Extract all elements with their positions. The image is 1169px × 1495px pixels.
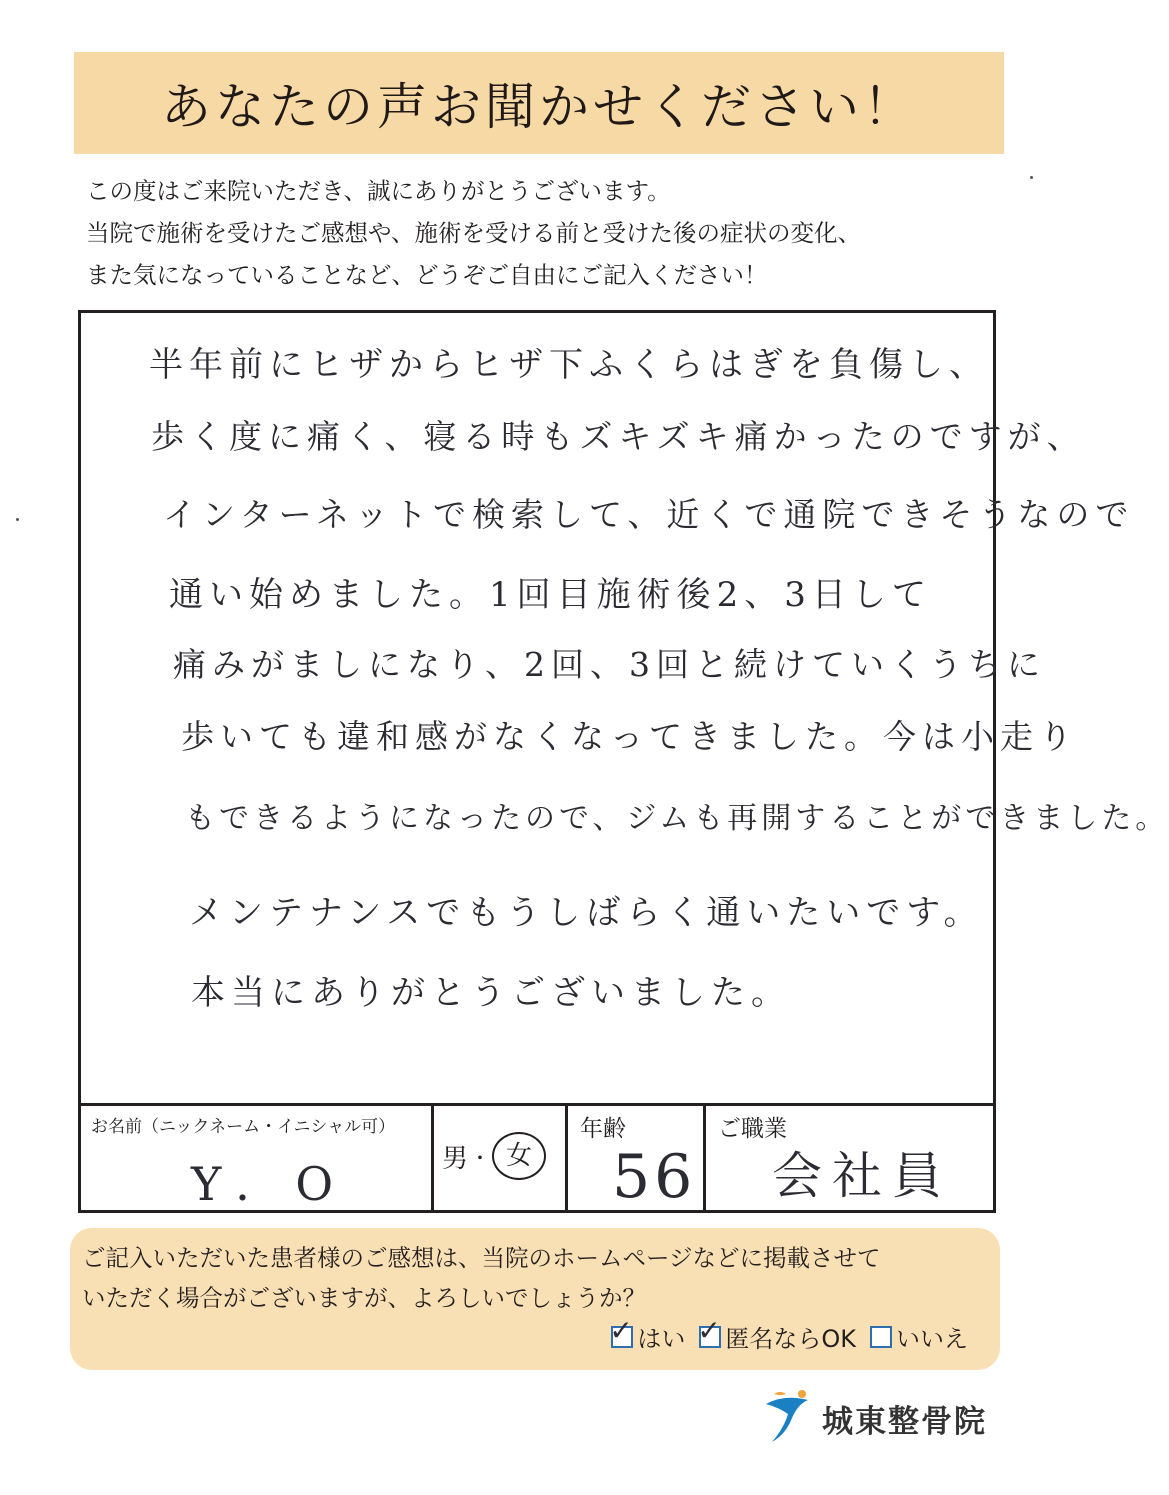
gender-separator: ・ — [470, 1145, 491, 1170]
name-value: Y．O — [191, 1157, 348, 1211]
message-line: 半年前にヒザからヒザ下ふくらはぎを負傷し、 — [149, 345, 989, 385]
clinic-logo-icon — [758, 1388, 818, 1448]
intro-text — [86, 170, 986, 296]
no-label: いいえ — [896, 1325, 968, 1353]
yes-label: はい — [637, 1325, 686, 1353]
occupation-label: ご職業 — [718, 1116, 787, 1142]
anonymous-checkbox[interactable] — [697, 1313, 721, 1348]
occupation-value: 会社員 — [772, 1147, 952, 1205]
message-line: 歩いても違和感がなくなってきました。今は小走り — [181, 717, 1078, 756]
gender-options — [442, 1132, 546, 1180]
consent-line: ご記入いただいた患者様のご感想は、当院のホームページなどに掲載させて — [82, 1244, 881, 1272]
name-label: お名前（ニックネーム・イニシャル可） — [91, 1117, 396, 1137]
clinic-name: 城東整骨院 — [822, 1404, 987, 1440]
gender-male-option: 男 — [442, 1143, 469, 1174]
no-checkbox[interactable] — [870, 1326, 892, 1348]
scan-speck — [16, 518, 19, 521]
consent-option-no[interactable] — [870, 1319, 968, 1354]
message-line: インターネットで検索して、近くで通院できそうなので — [163, 495, 1135, 534]
name-cell — [81, 1106, 434, 1210]
occupation-cell — [706, 1106, 993, 1210]
message-line: 本当にありがとうございました。 — [191, 973, 791, 1013]
message-line: メンテナンスでもうしばらく通いたいです。 — [189, 893, 984, 933]
message-lines — [81, 313, 1169, 1103]
header-banner — [74, 52, 1004, 154]
page-title: あなたの声お聞かせください！ — [161, 78, 917, 136]
gender-female-option-circled: 女 — [492, 1132, 546, 1180]
consent-options — [597, 1313, 968, 1354]
scan-speck — [1030, 176, 1033, 179]
message-line: 歩く度に痛く、寝る時もズキズキ痛かったのですが、 — [151, 417, 1086, 456]
age-cell — [568, 1106, 706, 1210]
intro-line: 当院で施術を受けたご感想や、施術を受ける前と受けた後の症状の変化、 — [86, 219, 862, 247]
intro-line: また気になっていることなど、どうぞご自由にご記入ください！ — [86, 261, 768, 289]
checkmark-icon: ✓ — [697, 1313, 721, 1347]
age-value: 56 — [612, 1142, 697, 1212]
consent-option-yes[interactable] — [609, 1313, 686, 1354]
intro-line: この度はご来院いただき、誠にありがとうございます。 — [86, 177, 671, 205]
consent-panel — [70, 1228, 1000, 1370]
checkmark-icon: ✓ — [609, 1313, 633, 1347]
anonymous-label: 匿名ならOK — [725, 1325, 856, 1353]
consent-question — [82, 1238, 881, 1318]
consent-option-anonymous[interactable] — [697, 1313, 856, 1354]
gender-cell — [434, 1106, 568, 1210]
handwritten-message-box — [78, 310, 1169, 1106]
yes-checkbox[interactable] — [609, 1313, 633, 1348]
message-line: もできるようになったので、ジムも再開することができました。 — [185, 801, 1169, 836]
message-line: 通い始めました。1回目施術後2、3日して — [169, 575, 932, 615]
respondent-info-row — [78, 1103, 996, 1213]
age-label: 年齢 — [580, 1116, 626, 1142]
message-line: 痛みがましになり、2回、3回と続けていくうちに — [173, 645, 1046, 684]
consent-line: いただく場合がございますが、よろしいでしょうか？ — [82, 1284, 646, 1312]
